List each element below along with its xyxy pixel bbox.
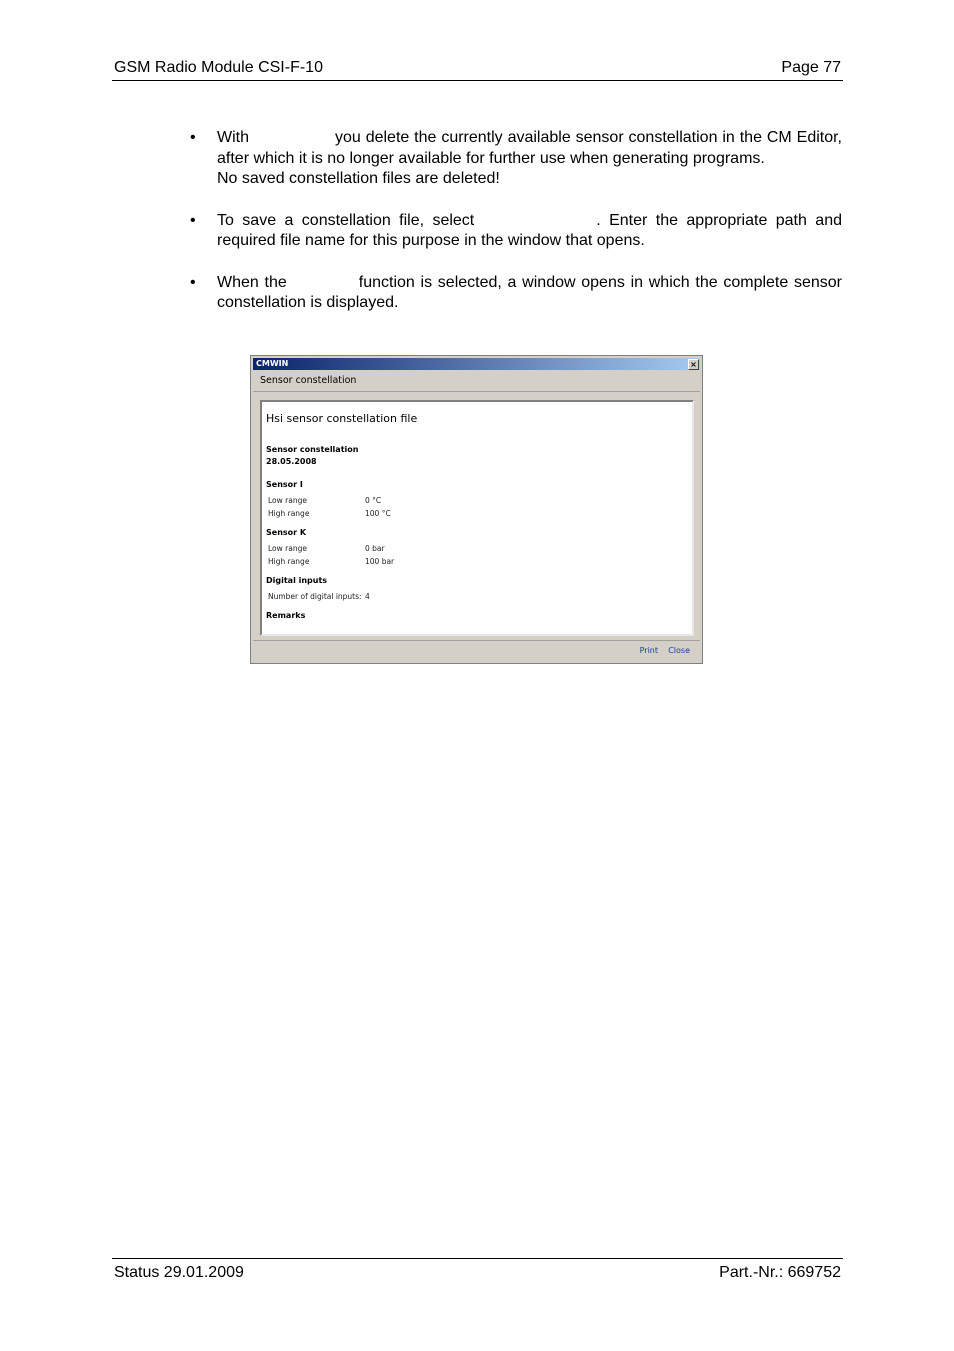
bullet-icon: • (190, 129, 196, 146)
sensor-i-high-label: High range (268, 509, 310, 518)
print-button[interactable]: Print (639, 646, 658, 655)
sensor-i-high-value: 100 °C (365, 509, 391, 518)
sensor-constellation-dialog (250, 355, 703, 664)
dialog-heading: Sensor constellation (253, 371, 700, 392)
digital-inputs-count-value: 4 (365, 592, 370, 601)
document-title: GSM Radio Module CSI-F-10 (114, 59, 323, 76)
bullet-text: With you delete the currently available sensor constellation in the CM Editor, after which it is no longer available for further use when generating programs. No saved constellation files are deleted! (217, 129, 842, 187)
window-titlebar (253, 358, 700, 370)
page-header (112, 58, 843, 81)
dialog-footer (253, 640, 700, 661)
status-date: Status 29.01.2009 (114, 1264, 244, 1281)
sensor-k-high-value: 100 bar (365, 557, 395, 566)
bullet-item-delete (190, 128, 842, 190)
bullet-item-display (190, 273, 842, 314)
constellation-panel (260, 400, 694, 636)
sensor-k-low-value: 0 bar (365, 544, 385, 553)
bullet-icon: • (190, 211, 196, 229)
bullet-text: When the function is selected, a window opens in which the complete sensor constellation is displayed. (217, 273, 843, 311)
window-title: CMWIN (256, 359, 289, 368)
sensor-i-label: Sensor I (266, 480, 303, 489)
bullet-item-save (190, 211, 842, 252)
sensor-k-label: Sensor K (266, 528, 307, 537)
close-icon[interactable]: × (688, 359, 699, 370)
bullet-list (190, 128, 842, 335)
sensor-i-low-label: Low range (268, 496, 307, 505)
file-title: Hsi sensor constellation file (266, 412, 418, 425)
constellation-label: Sensor constellation (266, 445, 359, 454)
bullet-icon: • (190, 273, 196, 291)
constellation-date: 28.05.2008 (266, 457, 317, 466)
digital-inputs-count-label: Number of digital inputs: (268, 592, 362, 601)
sensor-i-low-value: 0 °C (365, 496, 382, 505)
sensor-k-low-label: Low range (268, 544, 307, 553)
part-number: Part.-Nr.: 669752 (719, 1264, 841, 1281)
page-footer (112, 1258, 843, 1283)
close-button[interactable]: Close (668, 646, 690, 655)
remarks-label: Remarks (266, 611, 306, 620)
page-number: Page 77 (781, 59, 841, 76)
digital-inputs-label: Digital inputs (266, 576, 328, 585)
sensor-k-high-label: High range (268, 557, 310, 566)
bullet-text: To save a constellation file, select . Enter the appropriate path and required file name for this purpose in the window that opens. (217, 211, 843, 249)
